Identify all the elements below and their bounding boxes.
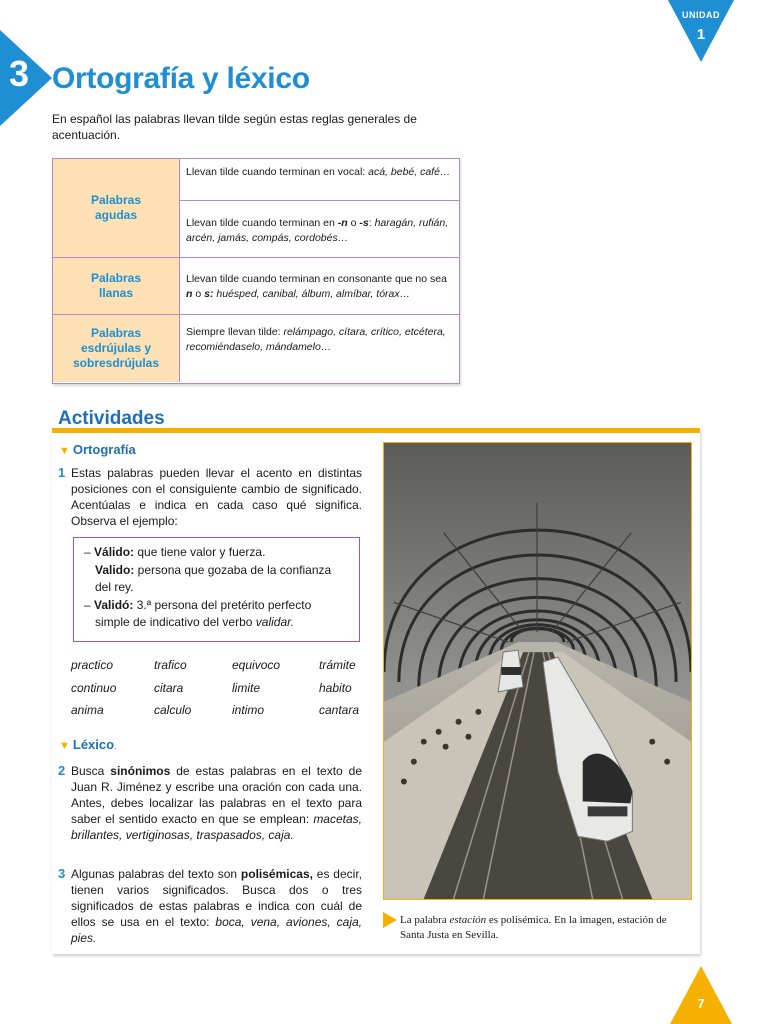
activity-text: Busca (71, 764, 111, 778)
word-item: calculo (154, 703, 192, 717)
caption-text: es polisémica. En la imagen, estación de Santa Justa en Sevilla. (400, 914, 667, 941)
triangle-bullet-icon: ▼ (59, 740, 70, 752)
activity-keyword: sinónimos (110, 764, 171, 778)
lexico-subheading (59, 737, 117, 752)
word-item: equivoco (232, 658, 281, 672)
page-title: Ortografía y léxico (52, 62, 310, 95)
intro-text: En español las palabras llevan tilde según estas reglas generales de acentuación. (52, 112, 417, 142)
example-box (73, 537, 360, 642)
example-line-1 (84, 544, 349, 562)
rule-text: o (192, 288, 205, 300)
accentuation-rules-table (52, 158, 460, 384)
rule-agudas-ns (180, 202, 459, 257)
example-definition: persona que gozaba de la confianza del rey. (95, 562, 332, 594)
category-esdrujulas-label: Palabras esdrújulas y sobresdrújulas (72, 326, 160, 370)
word-item: intimo (232, 703, 265, 717)
example-line-3 (84, 597, 349, 632)
example-line-2 (84, 562, 349, 597)
example-definition: que tiene valor y fuerza. (134, 545, 266, 559)
triangle-bullet-icon: ▼ (59, 445, 70, 457)
category-esdrujulas (53, 315, 180, 382)
word-item: trafico (154, 658, 187, 672)
rule-text: Llevan tilde cuando terminan en (186, 217, 338, 229)
ortografia-subheading (59, 442, 136, 457)
activity-words: boca, vena, aviones, caja, pies. (71, 915, 362, 945)
example-word: Válido: (94, 545, 135, 559)
lexico-title: Léxico (72, 737, 115, 752)
rule-agudas-vowel (180, 159, 459, 201)
word-item: citara (154, 681, 184, 695)
activity-3-text (71, 866, 362, 946)
dash: – (84, 545, 95, 559)
example-word: Valido: (95, 562, 135, 577)
category-agudas-label: Palabras agudas (90, 193, 142, 222)
activity-2-text (71, 763, 362, 843)
activity-2-number: 2 (58, 763, 66, 778)
category-agudas (53, 159, 180, 257)
row-divider (180, 200, 459, 201)
rule-examples: relámpago, cítara, crítico, etcétera, recomiéndaselo, mándamelo… (186, 326, 446, 353)
train-station-photo (383, 442, 692, 900)
rule-text: Llevan tilde cuando terminan en consonante que no sea (186, 273, 447, 285)
example-definition: 3.ª persona del pretérito perfecto simple de indicativo del verbo (95, 597, 312, 629)
rule-letter-n: n (186, 288, 193, 300)
unit-label: UNIDAD (682, 10, 720, 20)
rule-letter-s: -s (359, 217, 369, 229)
example-word: Validó: (94, 597, 134, 612)
word-item: limite (232, 681, 261, 695)
activity-keyword: polisémicas, (240, 867, 313, 881)
rule-llanas (180, 258, 459, 314)
rule-text: : (368, 217, 375, 229)
activity-words: macetas, brillantes, vertiginosas, traspasados, caja. (71, 812, 362, 842)
activity-text: es decir, tienen varios significados. Busca dos o tres significados de estas palabras e indica con cuál de ellos se usa en el texto: (71, 867, 362, 929)
word-item: practico (71, 658, 114, 672)
activity-text: Algunas palabras del texto son (71, 867, 241, 881)
rule-letter-n: -n (337, 217, 348, 229)
caption-text: La palabra (400, 914, 450, 926)
rule-text: Siempre llevan tilde: (186, 326, 284, 338)
activity-text: de estas palabras en el texto de Juan R. Jiménez y escribe una oración con cada una. Antes, debes localizar las palabras en el texto para saber el sentido exacto en que se emplean: (71, 764, 362, 826)
word-item: continuo (71, 681, 117, 695)
rule-examples: acá, bebé, café… (368, 166, 451, 178)
page-number: 7 (697, 996, 705, 1011)
word-item: cantara (319, 703, 360, 717)
word-item: trámite (319, 658, 356, 672)
rule-letter-s: s: (204, 288, 214, 300)
category-llanas-label: Palabras llanas (90, 271, 142, 300)
activities-heading: Actividades (58, 408, 165, 429)
rule-text: Llevan tilde cuando terminan en vocal: (186, 166, 369, 178)
caption-arrow-icon (383, 912, 397, 928)
caption-word: estación (449, 914, 487, 926)
lexico-suffix: . (114, 741, 117, 751)
category-llanas (53, 258, 180, 314)
rule-examples: haragán, rufián, arcén, jamás, compás, cordobés… (186, 217, 449, 244)
unit-number: 1 (696, 26, 706, 43)
section-number: 3 (8, 53, 30, 94)
word-item: habito (319, 681, 352, 695)
activity-3-number: 3 (58, 866, 66, 881)
rule-examples: huésped, canibal, álbum, almíbar, tórax… (213, 288, 411, 300)
example-verb: validar. (255, 615, 295, 629)
ortografia-title: Ortografía (72, 442, 136, 457)
rule-text: o (347, 217, 360, 229)
activity-1-text: Estas palabras pueden llevar el acento en distintas posiciones con el consiguiente cambio de significado. Acentúalas e indica en cada caso qué significa. Observa el ejemplo: (71, 466, 362, 528)
word-item: anima (71, 703, 104, 717)
dash: – (84, 597, 95, 612)
rule-esdrujulas (180, 315, 459, 382)
page-number-badge (670, 966, 732, 1024)
activity-1-number: 1 (58, 465, 66, 480)
photo-caption (400, 913, 692, 943)
